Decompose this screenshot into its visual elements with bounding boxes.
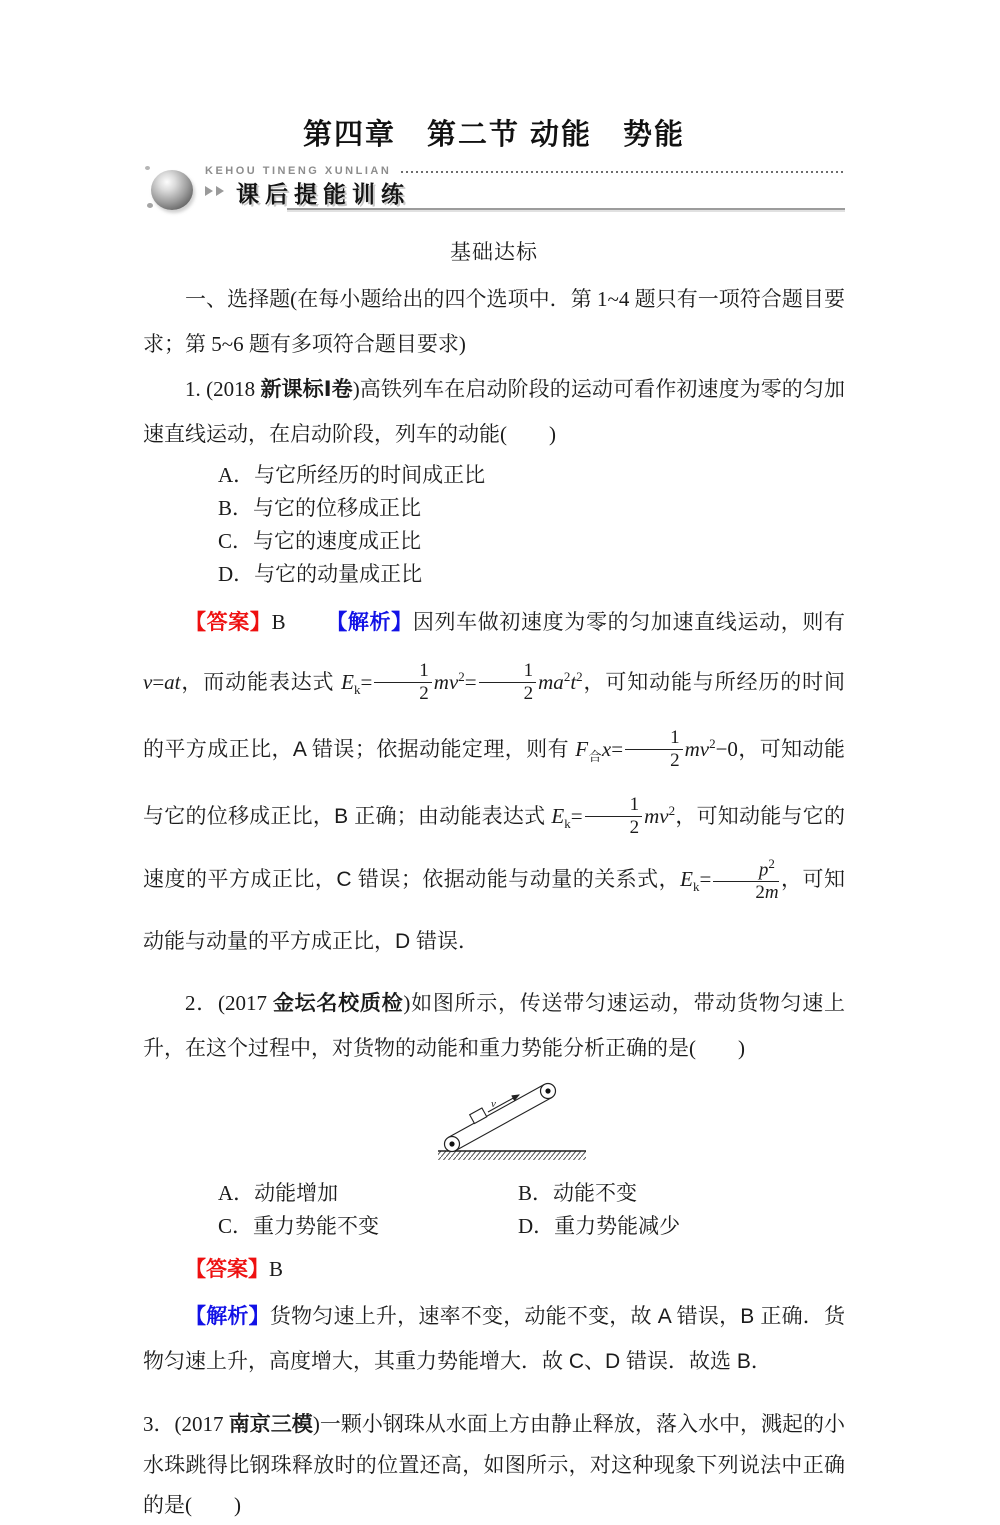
formula-kinetic-energy: $E_k=$ $\frac{1}{2}$ $mv^2$ xyxy=(551,794,676,839)
velocity-label: v xyxy=(491,1097,496,1110)
banner-underline xyxy=(287,208,845,212)
question-2-source-pre: (2017 xyxy=(217,990,273,1015)
analysis-label: 【解析】 xyxy=(325,611,413,634)
question-3-source: 南京三模 xyxy=(228,1412,313,1436)
question-2-stem xyxy=(143,981,845,1071)
analysis-seg-1: 因列车做初速度为零的匀加速直线运动，则有 xyxy=(412,611,846,634)
question-1-source-pre: (2018 xyxy=(206,377,261,401)
section-banner xyxy=(143,162,845,220)
formula-work-energy-theorem: $F_合x=$ $\frac{1}{2}$ $mv^2-0$ xyxy=(575,726,738,771)
lower-pulley-axle xyxy=(449,1141,454,1146)
formula-v-equals-at: v=at xyxy=(143,670,181,694)
upper-pulley-axle xyxy=(545,1088,550,1093)
question-1-answer: B xyxy=(271,610,286,634)
question-3-source-pre: (2017 xyxy=(174,1411,229,1436)
banner-title: 课后提能训练 xyxy=(236,180,410,207)
question-1-option-c: C．与它的速度成正比 xyxy=(218,529,422,553)
question-2-text: 如图所示，传送带匀速运动，带动货物匀速上升，在这个过程中，对货物的动能和重力势能分析正确的是( ) xyxy=(143,990,846,1060)
cargo-box xyxy=(470,1108,487,1124)
analysis-seg-4: ，可知动能与它的位移成正比，B 正确；由动能表达式 xyxy=(143,738,845,829)
analysis-seg-5: ，可知动能与它的速度的平方成正比，C 错误；依据动能与动量的关系式， xyxy=(143,805,845,891)
formula-energy-momentum: $E_k=$ $\frac{p^2}{2m}$ xyxy=(680,856,779,904)
banner-main-row xyxy=(205,178,845,206)
analysis-seg-3: ，可知动能与所经历的时间的平方成正比，A 错误；依据动能定理，则有 xyxy=(143,671,846,762)
question-3-stem xyxy=(143,1404,845,1525)
section-instructions: 一、选择题(在每小题给出的四个选项中．第 1~4 题只有一项符合题目要求；第 5~6 题有多项符合题目要求) xyxy=(143,287,845,356)
question-2-option-b: B．动能不变 xyxy=(518,1180,638,1205)
question-2-option-d: D．重力势能减少 xyxy=(518,1213,681,1238)
sphere-icon xyxy=(151,170,193,210)
question-1-options xyxy=(143,459,845,591)
double-arrow-icon xyxy=(205,183,227,201)
question-2-solution xyxy=(143,1294,845,1384)
answer-label: 【答案】 xyxy=(185,1257,269,1281)
belt-lower-edge xyxy=(456,1097,552,1150)
question-2-source: 金坛名校质检 xyxy=(272,991,404,1015)
question-1-solution xyxy=(143,595,845,969)
question-1-analysis xyxy=(143,611,845,953)
formula-kinetic-energy-time: $E_k=$ $\frac{1}{2}$ $mv^2=$ $\frac{1}{2}$ $ma^2t^2$ xyxy=(341,659,583,704)
dotted-divider xyxy=(401,171,845,173)
question-2-answer: B xyxy=(269,1256,284,1281)
analysis-label: 【解析】 xyxy=(185,1304,270,1328)
question-1-option-b: B．与它的位移成正比 xyxy=(218,496,422,520)
conveyor-figure xyxy=(161,1079,863,1171)
question-2-answer-row xyxy=(143,1247,845,1292)
ground-hatch xyxy=(438,1151,586,1160)
page-title: 第四章 第二节 动能 势能 xyxy=(302,119,686,151)
question-3-text: 一颗小钢珠从水面上方由静止释放，落入水中，溅起的小水珠跳得比钢珠释放时的位置还高，如图所示，对这种现象下列说法中正确的是( ) xyxy=(143,1411,846,1517)
question-1-source-post: ) xyxy=(352,377,360,401)
question-1-option-a: A．与它所经历的时间成正比 xyxy=(218,463,486,487)
question-2-analysis: 货物匀速上升，速率不变，动能不变，故 A 错误，B 正确．货物匀速上升，高度增大，其重力势能增大．故 C、D 错误．故选 B． xyxy=(143,1304,845,1373)
question-3-source-post: ) xyxy=(312,1411,320,1436)
question-3-number: 3． xyxy=(143,1411,175,1436)
question-2-source-post: ) xyxy=(403,990,411,1015)
banner-body xyxy=(205,162,845,212)
analysis-seg-2: ，而动能表达式 xyxy=(180,671,342,694)
question-2-options xyxy=(143,1177,845,1243)
question-1-text: 高铁列车在启动阶段的运动可看作初速度为零的匀加速直线运动，在启动阶段，列车的动能( ) xyxy=(143,377,846,446)
answer-label: 【答案】 xyxy=(185,611,272,634)
banner-pinyin: KEHOU TINENG XUNLIAN xyxy=(205,165,392,177)
question-1-option-d: D．与它的动量成正比 xyxy=(218,562,423,586)
analysis-seg-6: ，可知动能与动量的平方成正比，D 错误． xyxy=(143,867,846,953)
question-1-stem xyxy=(143,367,845,457)
question-2-number: 2． xyxy=(185,990,218,1015)
question-1-number: 1. xyxy=(185,377,207,401)
belt-upper-edge xyxy=(448,1084,544,1137)
question-2-option-a: A．动能增加 xyxy=(218,1180,339,1205)
question-1-source: 新课标Ⅰ卷 xyxy=(260,378,353,401)
rule-light xyxy=(287,210,845,212)
conveyor-svg xyxy=(436,1079,588,1171)
question-2-option-c: C．重力势能不变 xyxy=(218,1213,380,1238)
section-heading: 基础达标 xyxy=(450,240,538,264)
